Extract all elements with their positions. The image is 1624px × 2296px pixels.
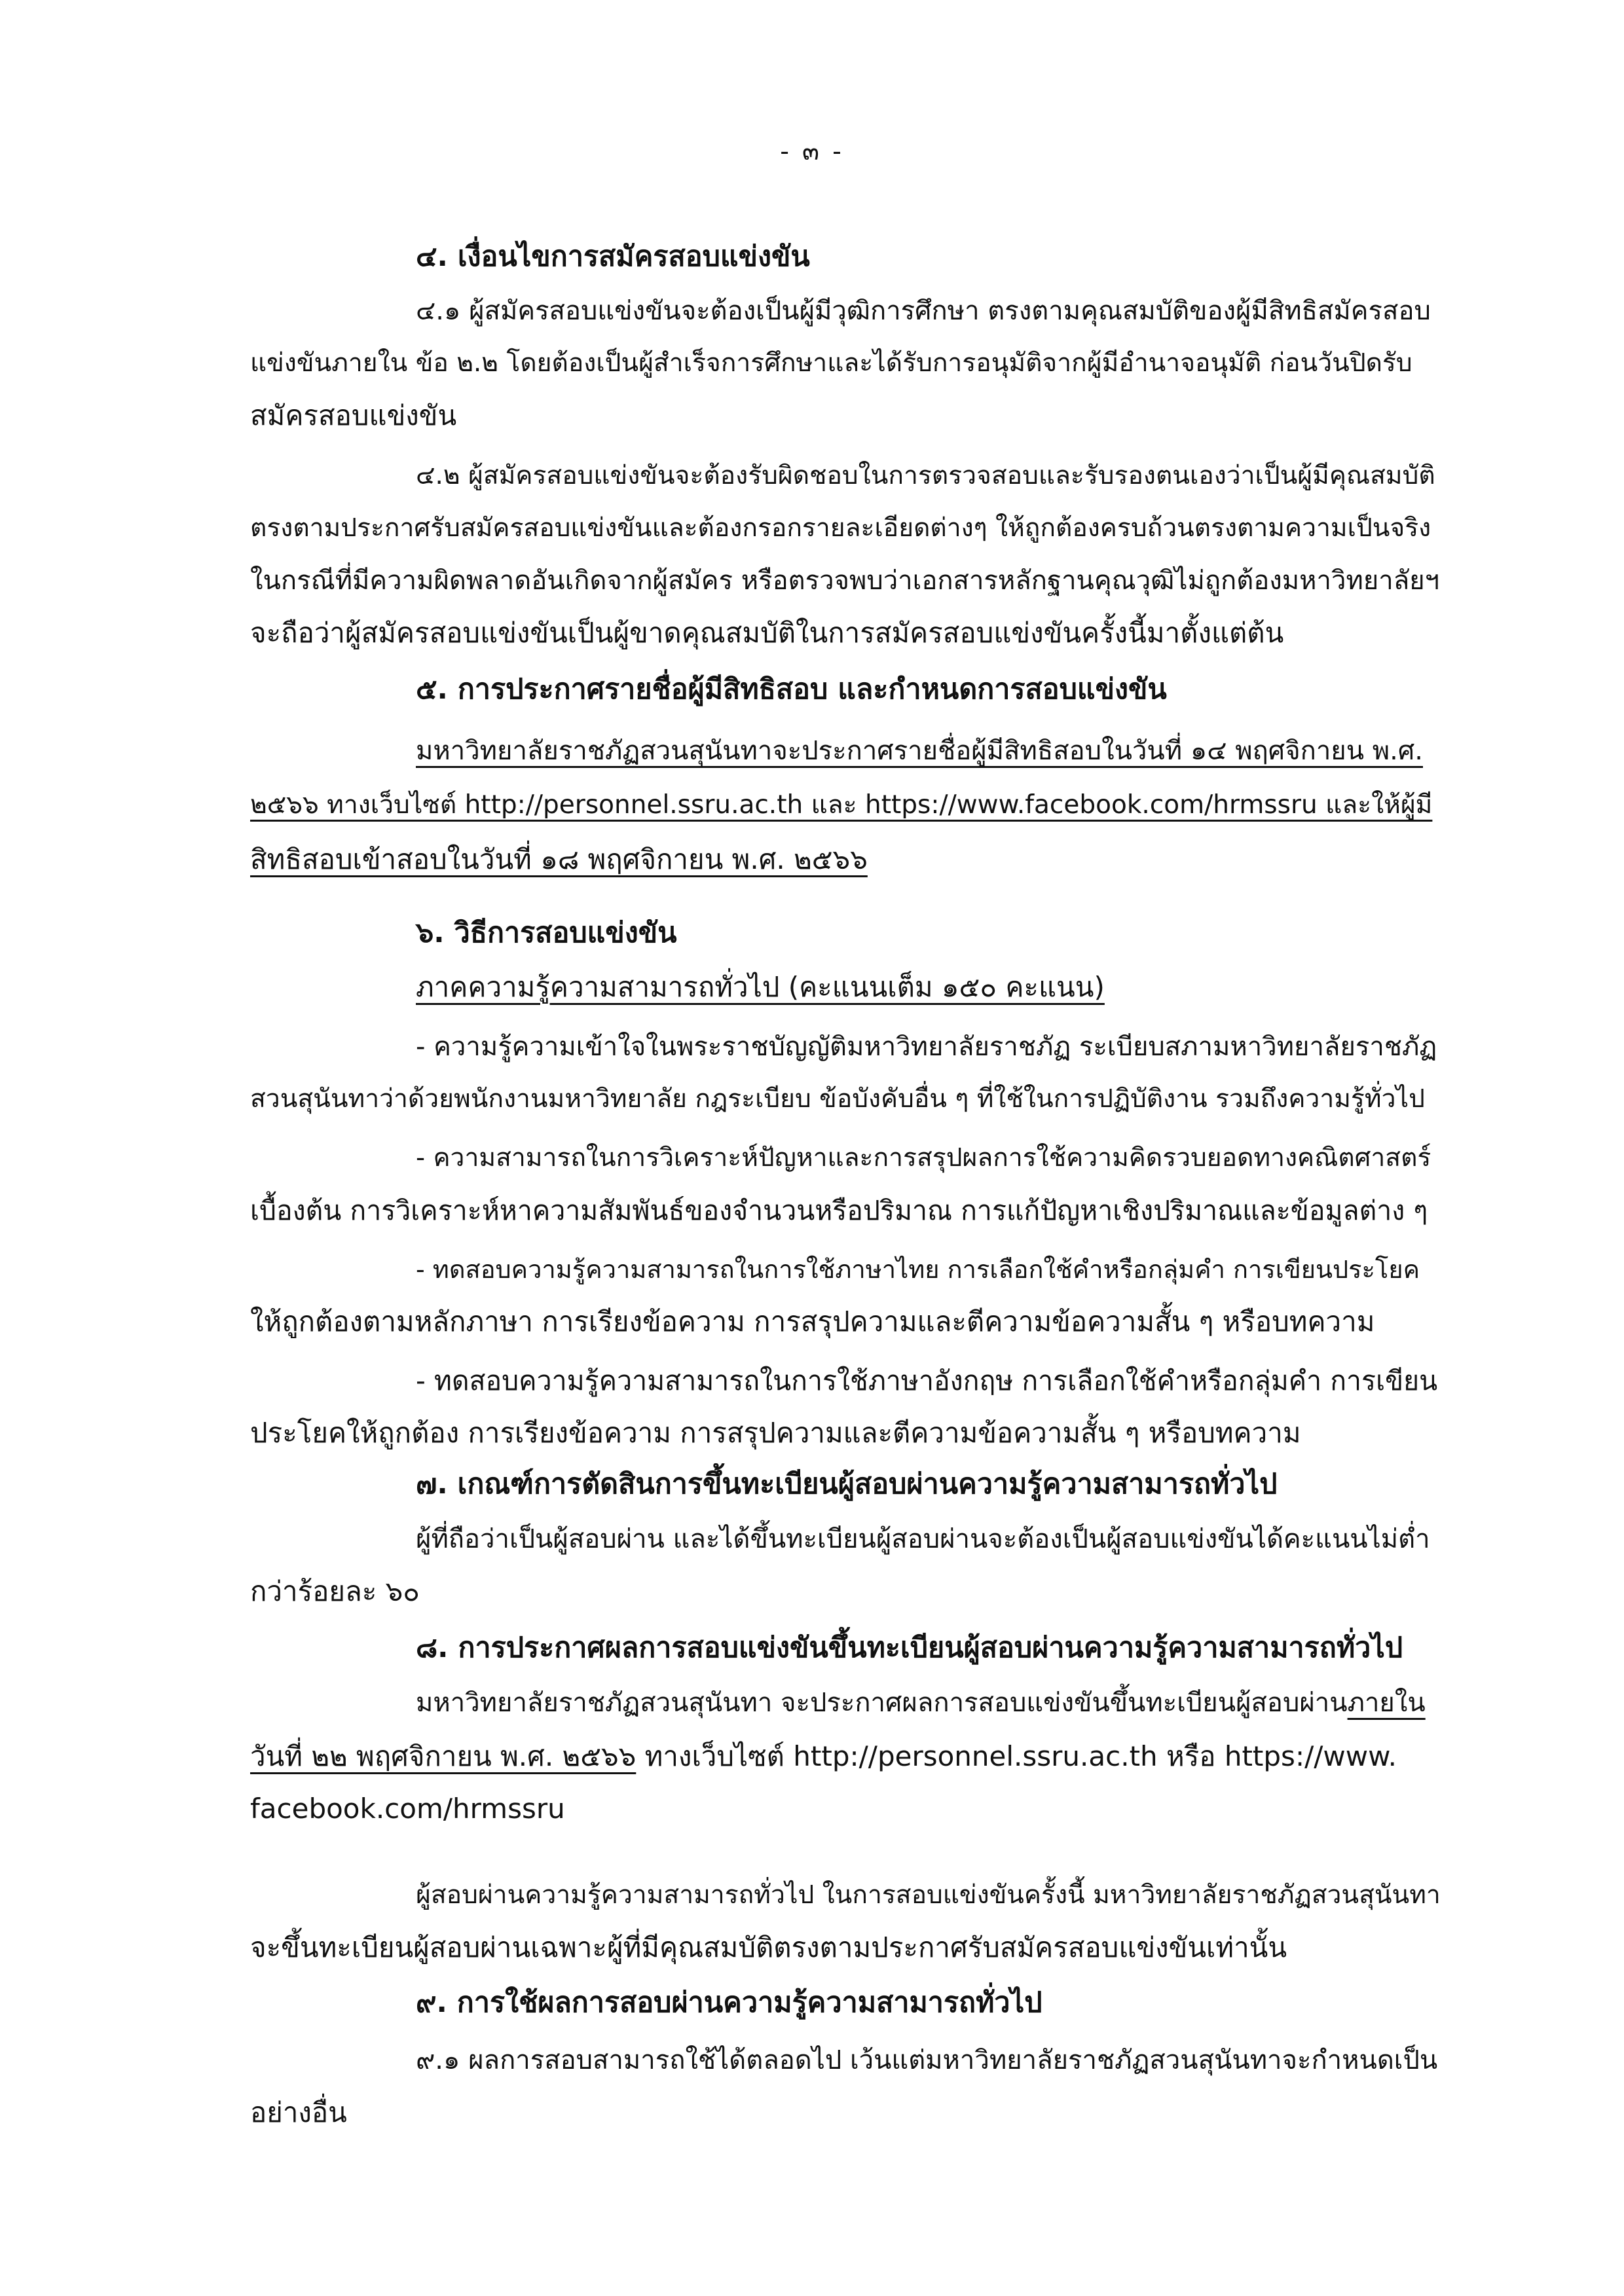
section-8-p2-line-2: จะขึ้นทะเบียนผู้สอบผ่านเฉพาะผู้ที่มีคุณสมบัติตรงตามประกาศรับสมัครสอบแข่งขันเท่านั้น (250, 1931, 1287, 1963)
section-5-heading: ๕. การประกาศรายชื่อผู้มีสิทธิสอบ และกำหนดการสอบแข่งขัน (416, 673, 1167, 706)
section-8-line-3: facebook.com/hrmssru (250, 1793, 565, 1825)
section-5-line-2: ๒๕๖๖ ทางเว็บไซต์ http://personnel.ssru.ac.th และ https://www.facebook.com/hrmssru และให้ผู้มี (250, 790, 1433, 820)
section-8-line-2 (250, 1737, 1397, 1776)
section-8-p2-line-1: ผู้สอบผ่านความรู้ความสามารถทั่วไป ในการสอบแข่งขันครั้งนี้ มหาวิทยาลัยราชภัฏสวนสุนันทา (416, 1880, 1441, 1910)
section-6-bullet-3-line-1: - ทดสอบความรู้ความสามารถในการใช้ภาษาไทย การเลือกใช้คำหรือกลุ่มคำ การเขียนประโยค (416, 1255, 1420, 1284)
section-6-bullet-2-line-1: - ความสามารถในการวิเคราะห์ปัญหาและการสรุปผลการใช้ความคิดรวบยอดทางคณิตศาสตร์ (416, 1143, 1431, 1173)
section-4-1-line-3: สมัครสอบแข่งขัน (250, 399, 457, 431)
section-4-heading: ๔. เงื่อนไขการสมัครสอบแข่งขัน (416, 240, 810, 273)
section-4-2-line-3: ในกรณีที่มีความผิดพลาดอันเกิดจากผู้สมัคร หรือตรวจพบว่าเอกสารหลักฐานคุณวุฒิไม่ถูกต้องมหาวิทยาลัยฯ (250, 566, 1440, 596)
section-9-line-2: อย่างอื่น (250, 2096, 347, 2128)
section-7-line-1: ผู้ที่ถือว่าเป็นผู้สอบผ่าน และได้ขึ้นทะเบียนผู้สอบผ่านจะต้องเป็นผู้สอบแข่งขันได้คะแนนไม่ต่ำ (416, 1524, 1430, 1554)
section-9-line-1: ๙.๑ ผลการสอบสามารถใช้ได้ตลอดไป เว้นแต่มหาวิทยาลัยราชภัฏสวนสุนันทาจะกำหนดเป็น (416, 2045, 1438, 2075)
section-4-2-line-4: จะถือว่าผู้สมัครสอบแข่งขันเป็นผู้ขาดคุณสมบัติในการสมัครสอบแข่งขันครั้งนี้มาตั้งแต่ต้น (250, 617, 1284, 649)
section-6-bullet-1-line-1: - ความรู้ความเข้าใจในพระราชบัญญัติมหาวิทยาลัยราชภัฏ ระเบียบสภามหาวิทยาลัยราชภัฏ (416, 1032, 1437, 1062)
section-4-1-line-1: ๔.๑ ผู้สมัครสอบแข่งขันจะต้องเป็นผู้มีวุฒิการศึกษา ตรงตามคุณสมบัติของผู้มีสิทธิสมัครสอบ (416, 296, 1431, 326)
section-4-2-line-1: ๔.๒ ผู้สมัครสอบแข่งขันจะต้องรับผิดชอบในการตรวจสอบและรับรองตนเองว่าเป็นผู้มีคุณสมบัติ (416, 461, 1435, 490)
section-6-bullet-1-line-2: สวนสุนันทาว่าด้วยพนักงานมหาวิทยาลัย กฎระเบียบ ข้อบังคับอื่น ๆ ที่ใช้ในการปฏิบัติงาน รวมถึงความรู้ทั่วไป (250, 1084, 1425, 1114)
section-6-bullet-3-line-2: ให้ถูกต้องตามหลักภาษา การเรียงข้อความ การสรุปความและตีความข้อความสั้น ๆ หรือบทความ (250, 1305, 1375, 1338)
section-6-bullet-2-line-2: เบื้องต้น การวิเคราะห์หาความสัมพันธ์ของจำนวนหรือปริมาณ การแก้ปัญหาเชิงปริมาณและข้อมูลต่าง ๆ (250, 1195, 1428, 1226)
section-6-bullet-4-line-1: - ทดสอบความรู้ความสามารถในการใช้ภาษาอังกฤษ การเลือกใช้คำหรือกลุ่มคำ การเขียน (416, 1365, 1438, 1396)
section-7-heading: ๗. เกณฑ์การตัดสินการขึ้นทะเบียนผู้สอบผ่านความรู้ความสามารถทั่วไป (416, 1468, 1278, 1501)
section-8-line-1-text: มหาวิทยาลัยราชภัฏสวนสุนันทา จะประกาศผลการสอบแข่งขันขึ้นทะเบียนผู้สอบผ่าน (416, 1688, 1348, 1718)
section-5-line-3: สิทธิสอบเข้าสอบในวันที่ ๑๘ พฤศจิกายน พ.ศ. ๒๕๖๖ (250, 843, 868, 875)
section-5-line-1: มหาวิทยาลัยราชภัฏสวนสุนันทาจะประกาศรายชื่อผู้มีสิทธิสอบในวันที่ ๑๔ พฤศจิกายน พ.ศ. (416, 736, 1423, 766)
page-number: - ๓ - (780, 137, 844, 166)
section-6-subheading: ภาคความรู้ความสามารถทั่วไป (คะแนนเต็ม ๑๕๐ คะแนน) (416, 971, 1105, 1003)
section-8-heading: ๘. การประกาศผลการสอบแข่งขันขึ้นทะเบียนผู้สอบผ่านความรู้ความสามารถทั่วไป (416, 1631, 1403, 1664)
section-8-date-underlined: วันที่ ๒๒ พฤศจิกายน พ.ศ. ๒๕๖๖ (250, 1740, 637, 1772)
section-8-line-1-underlined: ภายใน (1347, 1688, 1426, 1718)
section-6-bullet-4-line-2: ประโยคให้ถูกต้อง การเรียงข้อความ การสรุปความและตีความข้อความสั้น ๆ หรือบทความ (250, 1417, 1301, 1449)
section-8-line-1 (416, 1683, 1426, 1722)
section-6-heading: ๖. วิธีการสอบแข่งขัน (416, 917, 677, 949)
section-7-line-2: กว่าร้อยละ ๖๐ (250, 1575, 420, 1607)
section-4-1-line-2: แข่งขันภายใน ข้อ ๒.๒ โดยต้องเป็นผู้สำเร็จการศึกษาและได้รับการอนุมัติจากผู้มีอำนาจอนุมัติ ก่อนวันปิดรับ (250, 348, 1412, 378)
section-9-heading: ๙. การใช้ผลการสอบผ่านความรู้ความสามารถทั่วไป (416, 1986, 1043, 2019)
section-4-2-line-2: ตรงตามประกาศรับสมัครสอบแข่งขันและต้องกรอกรายละเอียดต่างๆ ให้ถูกต้องครบถ้วนตรงตามความเป็นจริง (250, 513, 1431, 543)
section-8-line-2-text: ทางเว็บไซต์ http://personnel.ssru.ac.th หรือ https://www. (636, 1740, 1397, 1772)
